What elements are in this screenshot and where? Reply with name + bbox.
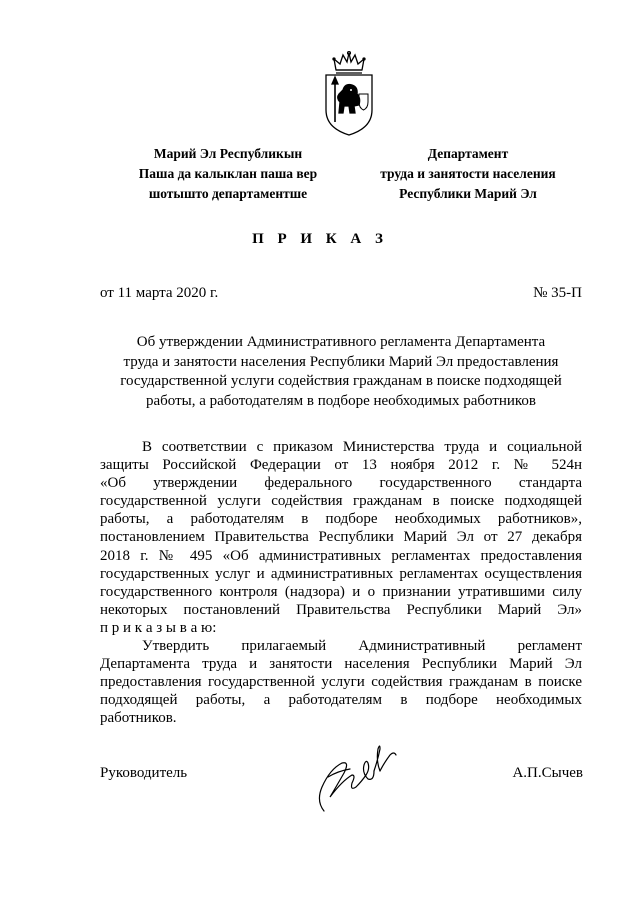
body-line: предоставления государственной услуги содействия гражданам в поиске: [100, 674, 582, 691]
coat-of-arms-icon: [321, 50, 377, 136]
body-line: постановлением Правительства Республики Марий Эл от 27 декабря: [100, 529, 582, 546]
order-body: [100, 438, 582, 728]
header-left-line-1: Марий Эл Республикын: [153, 146, 303, 161]
body-line-decree: п р и к а з ы в а ю:: [100, 619, 217, 636]
header-left-line-2: Паша да калыклан паша вер: [138, 166, 318, 181]
body-line: Утвердить прилагаемый Административный регламент: [142, 638, 582, 655]
order-number: № 35-П: [533, 285, 582, 301]
body-line: Департамента труда и занятости населения Республики Марий Эл: [100, 656, 582, 673]
header-right-line-1: Департамент: [427, 146, 509, 161]
subject-line: труда и занятости населения Республики Марий Эл предоставления: [123, 353, 559, 370]
header-right-line-3: Республики Марий Эл: [399, 186, 537, 201]
header-left-line-3: шотышто департаментше: [148, 186, 308, 201]
handwritten-signature-icon: [308, 741, 404, 815]
order-title: П Р И К А З: [252, 231, 388, 247]
body-line: некоторых постановлений Правительства Республики Марий Эл»: [100, 601, 582, 618]
order-date: от 11 марта 2020 г.: [100, 285, 219, 301]
body-line: государственного контроля (надзора) и о признании утратившими силу: [100, 583, 582, 600]
header-right-block: [368, 144, 568, 204]
body-line: защиты Российской Федерации от 13 ноября 2012 г. № 524н: [100, 457, 582, 474]
header-right-line-2: труда и занятости населения: [380, 166, 556, 181]
body-line: работы, а работодателям в подборе необходимых работников»,: [100, 511, 582, 528]
header-left-block: [128, 144, 328, 204]
body-line: государственных услуг и административных регламентах осуществления: [100, 565, 582, 582]
signatory-name: А.П.Сычев: [512, 765, 583, 781]
body-line: подходящей работы, а работодателям в подборе необходимых: [100, 692, 582, 709]
signatory-position: Руководитель: [100, 765, 188, 781]
body-line: 2018 г. № 495 «Об административных регламентах предоставления: [100, 547, 582, 564]
body-line: работников.: [100, 710, 177, 727]
body-line: государственной услуги содействия гражданам в поиске подходящей: [100, 493, 582, 510]
subject-line: государственной услуги содействия гражданам в поиске подходящей: [120, 373, 562, 389]
body-line: В соответствии с приказом Министерства труда и социальной: [142, 439, 582, 455]
order-subject: [100, 333, 582, 411]
subject-line: работы, а работодателям в подборе необходимых работников: [145, 392, 537, 409]
subject-line: Об утверждении Административного регламента Департамента: [136, 334, 546, 350]
body-line: «Об утверждении федерального государственного стандарта: [100, 475, 582, 492]
